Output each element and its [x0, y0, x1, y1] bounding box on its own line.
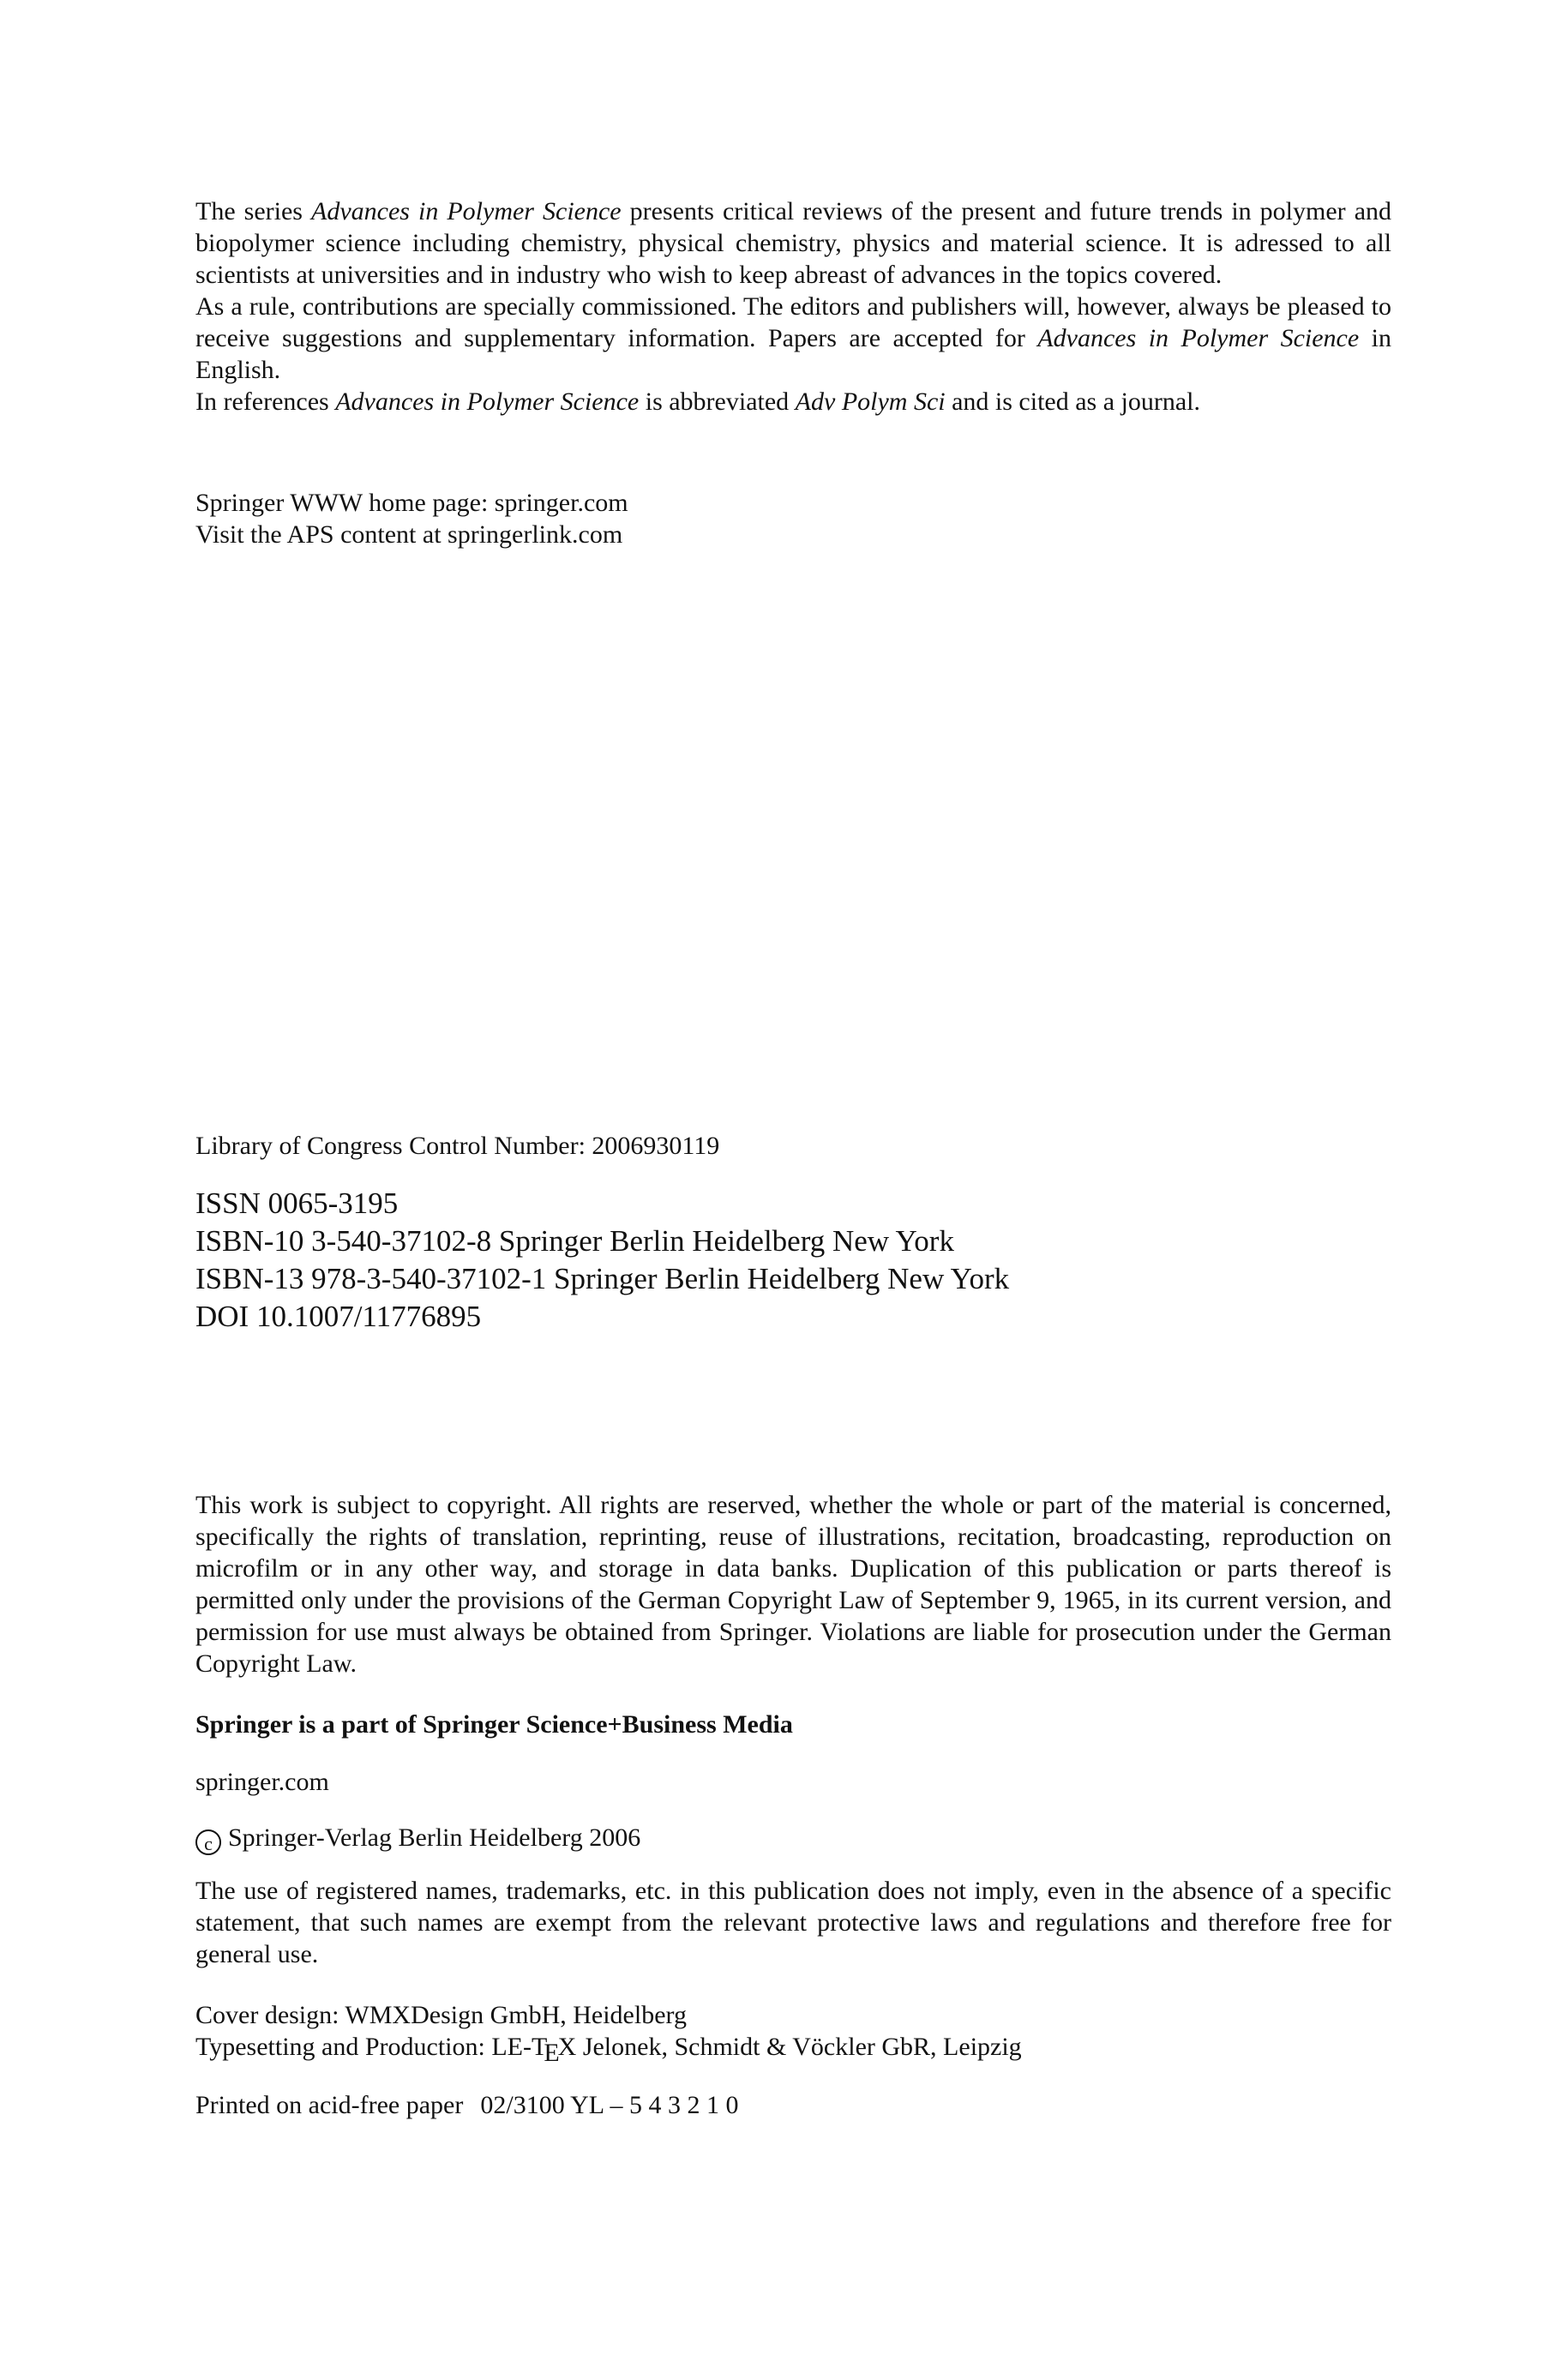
series-title: Advances in Polymer Science — [311, 197, 622, 225]
series-abbreviation: Adv Polym Sci — [795, 387, 946, 416]
cover-design: Cover design: WMXDesign GmbH, Heidelberg — [195, 2001, 687, 2029]
issn: ISSN 0065-3195 — [195, 1186, 399, 1220]
publisher-part-of-text: Springer is a part of Springer Science+Business Media — [195, 1710, 793, 1739]
paper-note: Printed on acid-free paper — [195, 2091, 464, 2119]
home-page-link[interactable]: springer.com — [494, 489, 628, 517]
series-intro-paragraph-2: As a rule, contributions are specially commissioned. The editors and publishers will, however, always be pleased to receive suggestions and supplementary information. Papers are accepted for Advances in Polymer Science in English. — [195, 292, 1391, 384]
series-title: Advances in Polymer Science — [335, 387, 640, 416]
loc-control-number: Library of Congress Control Number: 2006930119 — [195, 1132, 720, 1160]
print-code: 02/3100 YL – 5 4 3 2 1 0 — [480, 2091, 739, 2119]
publisher-url[interactable]: springer.com — [195, 1768, 329, 1796]
series-intro-paragraph-1: The series Advances in Polymer Science presents critical reviews of the present and future trends in polymer and biopolymer science including chemistry, physical chemistry, physics and material science. It is adressed to all scientists at universities and in industry who wish to keep abreast of advances in the topics covered. — [195, 197, 1392, 289]
springerlink-link[interactable]: springerlink.com — [448, 520, 623, 549]
aps-content-line: Visit the APS content at springerlink.com — [195, 520, 623, 549]
trademark-notice: The use of registered names, trademarks, etc. in this publication does not imply, even in the absence of a specific statement, that such names are exempt from the relevant protective laws and regulations and therefore free for general use. — [195, 1877, 1391, 1968]
home-page-line: Springer WWW home page: springer.com — [195, 489, 628, 517]
isbn-10: ISBN-10 3-540-37102-8 Springer Berlin Heidelberg New York — [195, 1224, 954, 1258]
series-intro — [195, 195, 1391, 418]
isbn-13: ISBN-13 978-3-540-37102-1 Springer Berlin Heidelberg New York — [195, 1262, 1010, 1295]
copyright-notice: This work is subject to copyright. All rights are reserved, whether the whole or part of the material is concerned, specifically the rights of translation, reprinting, reuse of illustrations, recitation, broadcasting, reproduction on microfilm or in any other way, and storage in data banks. Duplication of this publication or parts thereof is permitted only under the provisions of the German Copyright Law of September 9, 1965, in its current version, and permission for use must always be obtained from Springer. Violations are liable for prosecution under the German Copyright Law. — [195, 1491, 1391, 1678]
copyright-line — [195, 1822, 1391, 1855]
print-info — [195, 2089, 1391, 2121]
publisher-part-of — [195, 1709, 1391, 1740]
production-credits — [195, 1999, 1391, 2067]
doi: DOI 10.1007/11776895 — [195, 1300, 482, 1333]
typesetting: Typesetting and Production: LE-TEX Jelonek, Schmidt & Vöckler GbR, Leipzig — [195, 2033, 1022, 2067]
copyright-icon: c — [195, 1829, 221, 1855]
series-title: Advances in Polymer Science — [1037, 324, 1360, 352]
series-intro-paragraph-3: In references Advances in Polymer Science is abbreviated Adv Polym Sci and is cited as a journal. — [195, 387, 1201, 416]
copyright-holder: Springer-Verlag Berlin Heidelberg 2006 — [228, 1823, 641, 1852]
catalog-identifiers — [195, 1185, 1391, 1336]
web-links — [195, 487, 1391, 550]
